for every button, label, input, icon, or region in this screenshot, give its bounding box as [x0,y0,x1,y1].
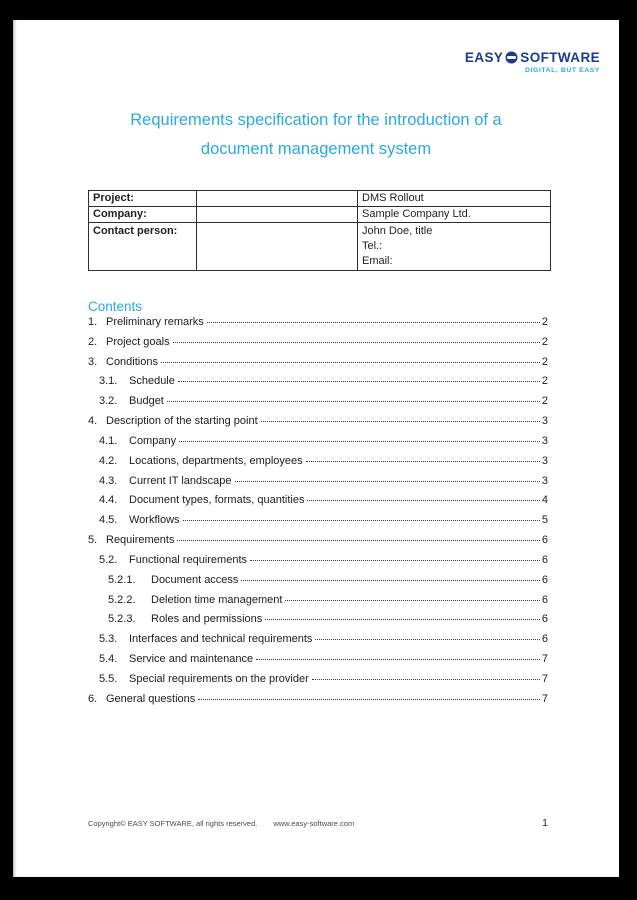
logo-brand [465,50,600,65]
logo-tagline: DIGITAL, BUT EASY [524,67,600,74]
toc-entry-number: 5.2. [99,553,118,566]
toc-entry-number: 4.2. [99,454,118,467]
dot-leader [177,540,539,541]
toc-entry-number: 4.4. [99,494,118,507]
toc-entry-number: 5. [88,534,98,547]
toc-entry-label: Roles and permissions [151,613,263,626]
dot-leader [250,560,540,561]
website-text: www.easy-software.com [273,819,355,828]
toc-entry-page: 3 [541,415,548,428]
dot-leader [285,600,539,601]
document-title-line1: Requirements specification for the introduction of a [130,111,502,129]
toc-entry-number: 5.2.3. [108,613,136,626]
toc-entry[interactable] [88,415,548,435]
document-title [13,106,619,163]
toc-entry-number: 5.2.1. [108,573,136,586]
toc-entry-page: 6 [541,613,548,626]
contact-tel: Tel.: [362,240,383,253]
table-row-project [89,191,551,207]
toc-entry-number: 1. [88,316,98,328]
toc-entry-label: Document access [151,573,239,586]
toc-entry-number: 4.1. [99,434,118,447]
toc-entry[interactable] [99,375,548,395]
toc-entry-page: 7 [541,672,548,685]
dot-leader [256,659,540,660]
dot-leader [161,362,540,363]
toc-entry-page: 3 [541,474,548,487]
toc-entry-number: 4.5. [99,514,118,527]
toc-entry-page: 3 [541,434,548,447]
toc-entry[interactable] [108,594,548,614]
dot-leader [307,500,539,501]
toc-entry[interactable] [99,673,548,693]
toc-entry-number: 5.4. [99,653,118,666]
contact-email: Email: [362,255,393,268]
dot-leader [178,381,540,382]
company-value: Sample Company Ltd. [358,207,551,223]
toc-entry-label: Project goals [106,335,170,348]
toc-entry[interactable] [99,653,548,673]
toc-entry-label: Company [129,434,177,447]
toc-entry-label: Conditions [106,355,158,368]
contact-person-label: Contact person: [89,223,197,271]
dot-leader [306,461,540,462]
toc-entry[interactable] [88,356,548,376]
table-of-contents [88,316,548,713]
dot-leader [207,322,540,323]
toc-entry-number: 3.1. [99,375,118,388]
toc-entry-page: 7 [541,692,548,705]
toc-entry-label: Requirements [106,534,175,547]
toc-entry[interactable] [88,316,548,336]
toc-entry-number: 3.2. [99,395,118,408]
company-label: Company: [89,207,197,223]
toc-entry-page: 2 [541,335,548,348]
toc-entry[interactable] [108,613,548,633]
toc-entry-number: 5.3. [99,633,118,646]
toc-entry-label: Workflows [129,514,180,527]
toc-entry-label: Service and maintenance [129,653,254,666]
toc-entry[interactable] [99,554,548,574]
contact-person-value [358,223,551,271]
company-empty-cell [197,207,358,223]
document-title-line2: document management system [200,139,432,158]
toc-entry-page: 6 [541,534,548,547]
page-footer [88,817,548,829]
toc-entry-page: 7 [541,653,548,666]
page-number: 1 [542,817,548,829]
toc-entry-number: 5.5. [99,672,118,685]
copyright-text: Copyright© EASY SOFTWARE, all rights reserved. [88,819,258,828]
dot-leader [261,421,540,422]
table-row-company [89,207,551,223]
toc-entry-label: Locations, departments, employees [129,454,303,467]
toc-entry-label: Description of the starting point [106,415,258,428]
toc-entry-label: Schedule [129,375,175,388]
toc-entry-page: 5 [541,514,548,527]
dot-leader [183,520,540,521]
toc-entry-page: 2 [541,395,548,408]
toc-entry[interactable] [88,534,548,554]
toc-entry[interactable] [108,574,548,594]
project-value: DMS Rollout [358,191,551,207]
toc-entry-label: Special requirements on the provider [129,672,309,685]
toc-entry[interactable] [99,435,548,455]
contact-person-empty-cell [197,223,358,271]
dot-leader [241,580,539,581]
toc-entry[interactable] [88,336,548,356]
toc-entry-label: Document types, formats, quantities [129,494,305,507]
toc-entry-label: Functional requirements [129,553,248,566]
easy-software-logo [465,50,600,74]
dot-leader [315,639,539,640]
toc-entry-label: Budget [129,395,164,408]
toc-entry[interactable] [99,514,548,534]
toc-entry-number: 6. [88,692,98,705]
toc-entry-number: 5.2.2. [108,593,136,606]
toc-entry-number: 2. [88,335,98,348]
toc-entry[interactable] [99,395,548,415]
toc-entry-page: 3 [541,454,548,467]
logo-text-easy: EASY [464,50,504,65]
toc-entry-label: Preliminary remarks [106,316,204,328]
toc-entry-number: 3. [88,355,98,368]
contact-name: John Doe, title [362,225,433,237]
toc-entry-page: 6 [541,593,548,606]
dot-leader [235,481,540,482]
toc-entry-label: Deletion time management [151,593,283,606]
toc-entry-page: 2 [541,316,548,328]
toc-entry-page: 6 [541,633,548,646]
toc-entry-page: 6 [541,553,548,566]
toc-entry[interactable] [99,633,548,653]
project-info-table [88,190,551,271]
toc-entry[interactable] [99,455,548,475]
project-empty-cell [197,191,358,207]
toc-entry[interactable] [99,475,548,495]
contents-heading: Contents [88,299,143,314]
toc-entry-label: General questions [106,692,196,705]
toc-entry-page: 2 [541,355,548,368]
dot-leader [265,619,540,620]
toc-entry[interactable] [88,693,548,713]
circled-minus-icon [505,51,518,64]
dot-leader [198,699,540,700]
toc-entry-page: 4 [541,494,548,507]
dot-leader [173,342,540,343]
table-row-contact-person [89,223,551,271]
dot-leader [167,401,540,402]
toc-entry[interactable] [99,494,548,514]
toc-entry-page: 6 [541,573,548,586]
dot-leader [312,679,540,680]
project-label: Project: [89,191,197,207]
document-page [13,20,619,877]
toc-entry-label: Current IT landscape [129,474,232,487]
toc-entry-page: 2 [541,375,548,388]
logo-text-software: SOFTWARE [520,50,600,65]
toc-entry-label: Interfaces and technical requirements [129,633,313,646]
dot-leader [179,441,540,442]
toc-entry-number: 4. [88,415,98,428]
toc-entry-number: 4.3. [99,474,118,487]
